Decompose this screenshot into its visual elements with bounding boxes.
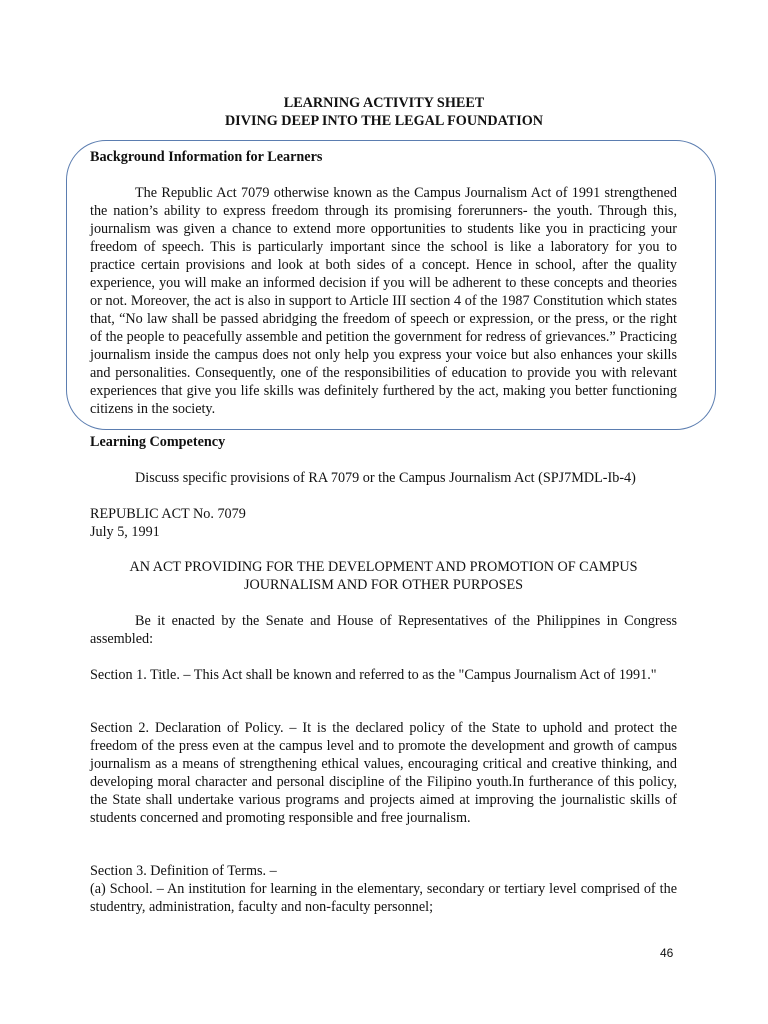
section-1: Section 1. Title. – This Act shall be known and referred to as the "Campus Journalism Act of 1991." [90,667,657,683]
act-date: July 5, 1991 [90,524,160,540]
competency-heading: Learning Competency [90,434,226,450]
act-title-line1: AN ACT PROVIDING FOR THE DEVELOPMENT AND PROMOTION OF CAMPUS [129,559,638,575]
act-number: REPUBLIC ACT No. 7079 [90,506,246,522]
section-3-a: (a) School. – An institution for learning in the elementary, secondary or tertiary level comprised of the studentry, administration, faculty and non-faculty personnel; [90,881,677,915]
background-body: The Republic Act 7079 otherwise known as the Campus Journalism Act of 1991 strengthened the nation’s ability to express freedom through its promising forerunners- the youth. Through this, journalism was given a chance to extend more opportunities to students like you in practicing your freedom of speech. This is particularly important since the school is like a laboratory for you to practice certain provisions and look at both sides of a concept. Hence in school, after the quality experience, you will make an informed decision if you will be adherent to these concepts and theories or not. Moreover, the act is also in support to Article III section 4 of the 1987 Constitution which states that, “No law shall be passed abridging the freedom of speech or expression, or the press, or the right of the people to peacefully assemble and petition the government for redress of grievances.” Practicing journalism inside the campus does not only help you express your voice but also enhances your skills and personalities. Consequently, one of the responsibilities of education to provide you with relevant experiences that give you life skills was definitely furthered by the act, making you better functioning citizens in the society. [90,185,677,417]
document-title: LEARNING ACTIVITY SHEET [283,95,485,111]
page-number: 46 [660,946,674,960]
enacting-clause: Be it enacted by the Senate and House of Representatives of the Philippines in Congress assembled: [90,613,677,647]
document-subtitle: DIVING DEEP INTO THE LEGAL FOUNDATION [224,113,544,129]
act-title-line2: JOURNALISM AND FOR OTHER PURPOSES [243,577,524,593]
background-heading: Background Information for Learners [90,149,323,165]
competency-text: Discuss specific provisions of RA 7079 or the Campus Journalism Act (SPJ7MDL-Ib-4) [135,470,636,486]
section-3-heading: Section 3. Definition of Terms. – [90,863,277,879]
section-2: Section 2. Declaration of Policy. – It is the declared policy of the State to uphold and protect the freedom of the press even at the campus level and to promote the development and growth of campus journalism as a means of strengthening ethical values, encouraging critical and creative thinking, and developing moral character and personal discipline of the Filipino youth.In furtherance of this policy, the State shall undertake various programs and projects aimed at improving the journalistic skills of students concerned and promoting responsible and free journalism. [90,720,677,826]
